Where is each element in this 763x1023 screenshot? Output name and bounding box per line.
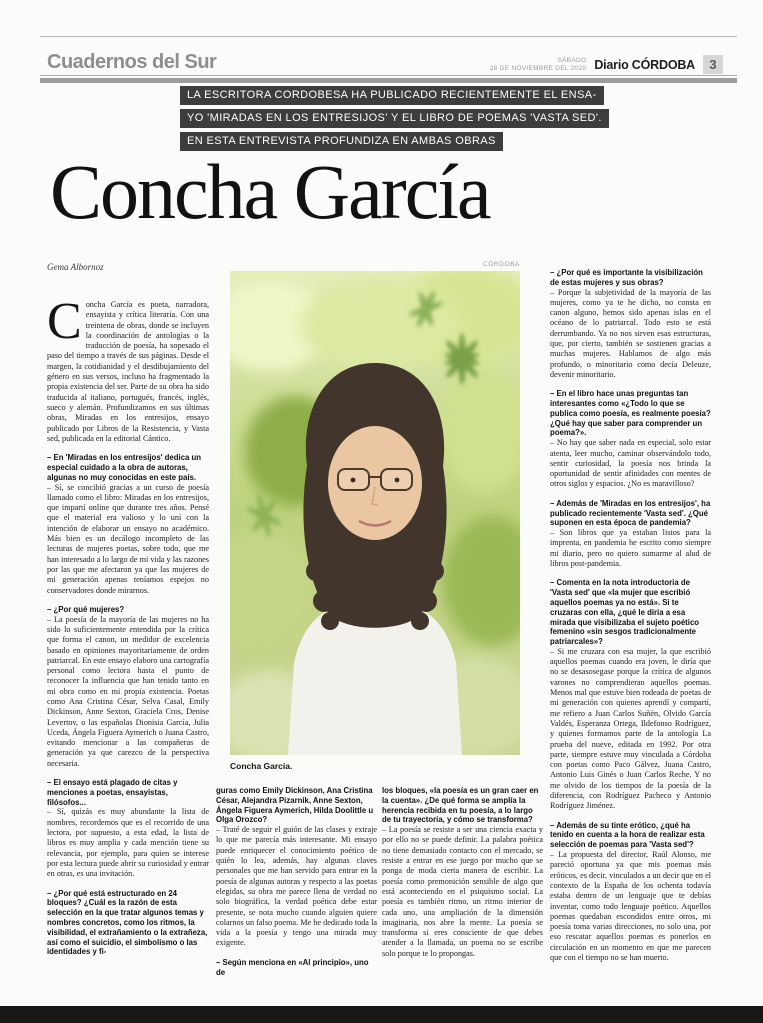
lead-paragraph: Concha García es poeta, narradora, ensayista y crítica literaria. Con una treintena de obras, donde se incluyen la coordinación de antologías o la traducción de poesía, ha sopesado el paso del tiempo a través de sus páginas. Desde el margen, la cotidianidad y el desdibujamiento del género en sus versos, incluso ha fragmentado la propia existencia del ser. Parte de su obra ha sido traducida al italiano, portugués, francés, inglés, sueco y alemán. Profundizamos en sus últimas obras, Miradas en los entresijos, ensayo publicado por Libros de la Resistencia, y Vasta sed, publicada en la editorial Cántico.: [47, 300, 209, 443]
top-rule: [40, 36, 737, 37]
header-right: [490, 55, 723, 74]
footer-bar: [0, 1006, 763, 1023]
photo-credit: CÓRDOBA: [482, 261, 520, 268]
page-number: 3: [703, 55, 723, 74]
interview-question: – ¿Por qué es importante la visibilización de estas mujeres y sus obras?: [550, 268, 703, 287]
header-rule-thick: [40, 78, 737, 83]
answer-paragraph: – Porque la subjetividad de la mayoría de las mujeres, como ya te he dicho, no consta en canon alguno, hemos sido apenas islas en el océano de lo patriarcal. Todo esto se está derrumbando. Ya no nos sirven esas estructuras, que, por cierto, también se sostienen gracias a muchas mujeres. Hablamos de algo más profundo, o minoritario como decía Deleuze, devenir minoritario.: [550, 287, 711, 379]
answer-paragraph: – Sí, se concibió gracias a un curso de poesía llamado como el libro: Miradas en los entresijos, que impartí online que durante tres años. Pensé que el material era valioso y lo uní con la intención de elaborar un ensayo no académico. Más bien es un decálogo incompleto de las lecturas de mujeres poetas, sobre todo, que me han interesado a lo largo de mi vida y las razones por las que me afectaron ya que las mujeres de mi generación apenas teníamos espejos no conservadores donde mirarnos.: [47, 482, 209, 595]
interview-question: – Comenta en la nota introductoria de 'Vasta sed' que «la mujer que escribió aquellos poemas ya no está». Si te cruzaras con ella, ¿qué le diría a esa mirada que visibilizaba el sujeto poético femenino «sin sesgos tradicionalmente patriarcales»?: [550, 578, 700, 647]
page-header: [47, 44, 723, 74]
woman-portrait: [288, 363, 462, 755]
answer-paragraph: – No hay que saber nada en especial, solo estar atenta, leer mucho, caminar observándolo todo, sentir curiosidad, la poesía nos brinda la oportunidad de sentir afinidades con mentes de otros siglos y espacios. ¿No es maravilloso?: [550, 438, 711, 489]
article-column-4: [550, 268, 711, 1006]
standfirst-line: EN ESTA ENTREVISTA PROFUNDIZA EN AMBAS OBRAS: [180, 132, 503, 151]
standfirst-line: LA ESCRITORA CORDOBESA HA PUBLICADO RECIENTEMENTE EL ENSA-: [180, 86, 604, 105]
interview-question: – El ensayo está plagado de citas y menciones a poetas, ensayistas, filósofos...: [47, 778, 178, 807]
section-title: Cuadernos del Sur: [47, 51, 217, 73]
portrait-photo: [230, 271, 520, 755]
interview-question: – Además de 'Miradas en los entresijos', ha publicado recientemente 'Vasta sed'. ¿Qué suponen en esta época de pandemia?: [550, 498, 711, 528]
interview-question: – ¿Por qué mujeres?: [47, 604, 125, 614]
interview-question: – En el libro hace unas preguntas tan interesantes como «¿Todo lo que se publica como poesía, es realmente poesía? ¿Qué hay que saber para comprender un poema?».: [550, 389, 711, 438]
byline: Gema Albornoz: [47, 262, 104, 272]
answer-paragraph: – La poesía se resiste a ser una ciencia exacta y por ello no se puede definir. La palabra poética no tiene demasiado contacto con el mercado, se resiste a entrar en ese juego por mucho que se ponga de moda cierta manera de escribir. La poesía como premonición sensible de algo que está aconteciendo en el psiquismo social. La poesía es también ritmo, un ritmo interior de cada uno, una ampliación de la dimensión imaginaria, nos abre la mente. La poesía se transforma si eres consciente de que debes atender a la llamada, un poema no se escribe solo porque te lo propongas.: [382, 825, 543, 958]
article-column-2: [216, 786, 377, 1004]
answer-paragraph: – Traté de seguir el guión de las clases y extraje lo que me parecía más interesante. Mi ensayo puede enriquecer el conocimiento poético de quién lo lea, además, hay algunas claves personales que me han servido para entrar en la poesía de algunas autoras y respecto a las poetas elegidas, su obra me parece llena de verdad no solo biográfica, la verdad poética debe estar presente, se nota mucho cuando alguien quiere colarnos un falso poema. Me he dedicado toda la vida a la poesía y tengo una mirada muy exigente.: [216, 825, 377, 948]
interview-question: – En 'Miradas en los entresijos' dedica un especial cuidado a la obra de autoras, algunas no muy conocidas en este país.: [47, 453, 202, 482]
interview-question: los bloques, «la poesía es un gran caer en la cuenta». ¿De qué forma se amplía la herencia recibida en tu poesía, a lo largo de tu trayectoria, y cómo se transforma?: [382, 786, 539, 825]
article-column-1: [47, 300, 209, 1006]
interview-question: – Además de su tinte erótico, ¿qué ha tenido en cuenta a la hora de realizar esta selección de poemas para 'Vasta sed'?: [550, 820, 705, 850]
interview-question: – Según menciona en «Al principio», uno de: [216, 957, 369, 977]
answer-paragraph: – La poesía de la mayoría de las mujeres no ha sido lo suficientemente entendida por la crítica que forma el canon, un medidor de excelencia basado en opiniones mayoritariamente de orden patriarcal. En este ensayo elaboro una cartografía personal como lectora hasta el punto de reconocer la influencia que han tenido tanto en mi obra como en mi propia existencia. Poetas como Ana Cristina César, Selva Casal, Emily Dickinson, Anne Sexton, Graciela Cros, Denise Levertov, o las españolas Dionisia García, Julia Uceda, Ángela Figuera Aymerich o Juana Castro, evitando mencionar a las compañeras de generación ya que carezco de la perspectiva necesaria.: [47, 614, 209, 768]
answer-paragraph: – La propuesta del director, Raúl Alonso, me pareció oportuna ya que mis poemas más eróticos, es decir, vinculados a un decir que en el contexto de la España de los ochenta todavía estaba dentro de un lenguaje que te debías inventar, como todo lenguaje poético. Aquellos poemas quedaban escondidos entre otros, mi poesía toma varias direcciones, no solo una, por eso rescatar aquellos poemas es ponerlos en circulación en un momento en que me parecen que con el tiempo no se han muerto.: [550, 850, 711, 962]
drop-cap: C: [47, 300, 82, 350]
standfirst: [180, 86, 610, 155]
article-column-3: [382, 786, 543, 1004]
standfirst-line: YO 'MIRADAS EN LOS ENTRESIJOS' Y EL LIBRO DE POEMAS 'VASTA SED'.: [180, 109, 609, 128]
headline: Concha García: [50, 148, 490, 235]
answer-paragraph: – Si me cruzara con esa mujer, la que escribió aquellos poemas cuando era joven, le diría que no se desasosegase porque la crítica de algunos varones no comprendieran aquellos poemas. Menos mal que estuve bien rodeada de poetas de mi generación con quienes aprendí y compartí, me refiero a Juan Carlos Suñén, Olvido García Valdés, Esperanza Ortega, Ildefonso Rodríguez, y quienes formamos parte de la antología La prueba del nueve, editada en 1992. Por otra parte, siempre estuve muy vinculada a Córdoba con poetas como Paco Gálvez, Juana Castro, Antonio Luis Ginés o Juan Carlos Reche. Y no me olvido de los tiempos de la poesía de la diferencia, con Rodríguez Pacheco y Antonio Rodríguez Jiménez.: [550, 646, 711, 811]
answer-paragraph: – Sí, quizás es muy abundante la lista de nombres, recordemos que es el recorrido de una lectora, por supuesto, a esta edad, la lista de libros es muy amplia y cada mención tiene su relevancia, por ejemplo, para quien se interese por esta lectura puede abrir su curiosidad y entrar en otras, es una invitación.: [47, 807, 209, 879]
dateline-date: 28 DE NOVIEMBRE DEL 2020: [489, 64, 587, 72]
dateline-day: SÁBADO: [557, 56, 587, 64]
answer-paragraph: – Son libros que ya estaban listos para la imprenta, en pandemia he escrito como siempre mi diario, pero no quiero sumarme al alud de libros post-pandemia.: [550, 528, 711, 569]
dateline: [490, 57, 587, 73]
masthead: Diario CÓRDOBA: [594, 57, 695, 72]
interview-question: – ¿Por qué está estructurado en 24 bloques? ¿Cuál es la razón de esta selección en la que tratar algunos temas y nombres concretos, como los ritmos, la visibilidad, el extrañamiento o la extrañeza, así como el suicidio, el simbolismo o las identidades y fi-: [47, 888, 208, 957]
interview-question: guras como Emily Dickinson, Ana Cristina César, Alejandra Pizarnik, Anne Sexton, Ángela Figuera Aymerich, Hilda Doolittle u Olga Orozco?: [216, 786, 374, 825]
photo-caption: Concha García.: [230, 761, 293, 771]
header-rule-thin: [40, 75, 737, 76]
